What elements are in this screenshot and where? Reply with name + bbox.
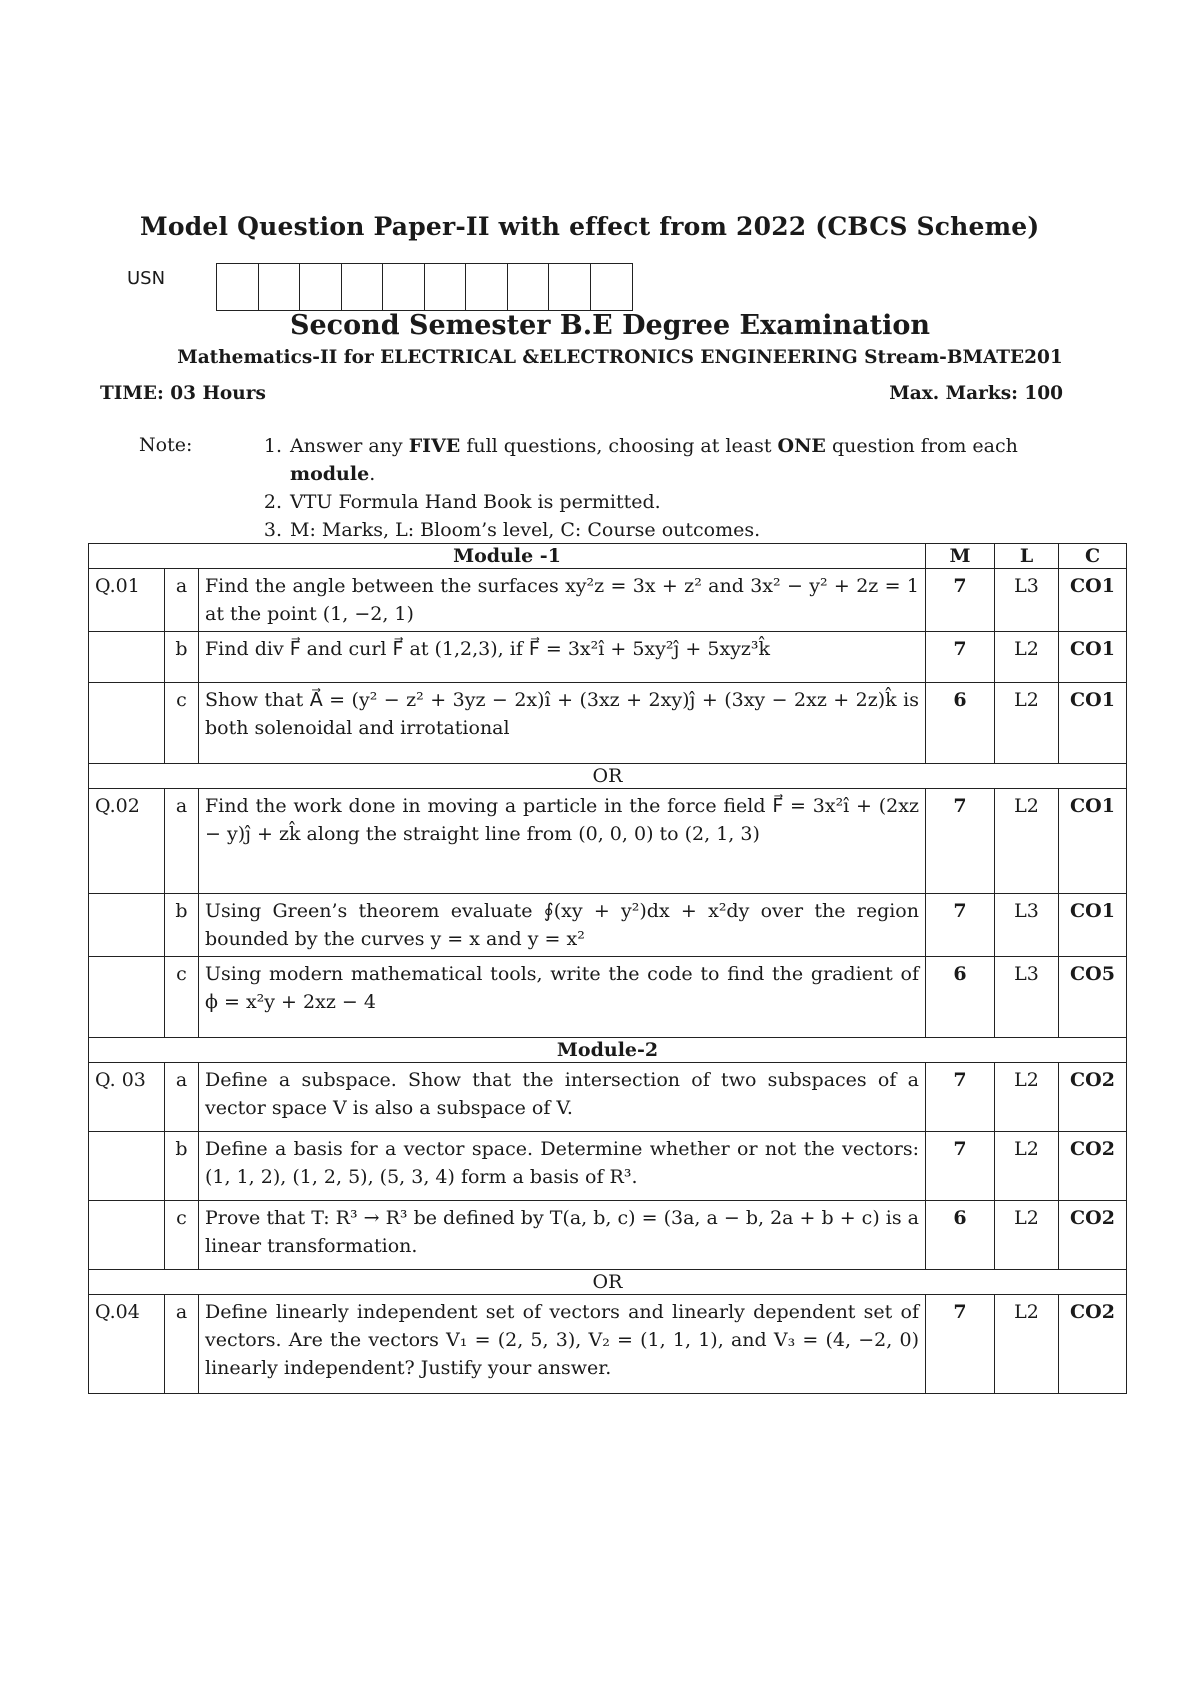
note-number: 2. <box>263 491 282 513</box>
question-number <box>89 894 165 957</box>
note-item <box>246 432 1046 488</box>
sub-question: b <box>165 1132 199 1201</box>
question-text: Define a basis for a vector space. Determine whether or not the vectors: (1, 1, 2), (1, 2, 5), (5, 3, 4) form a basis of R³. <box>199 1132 926 1201</box>
exam-title: Second Semester B.E Degree Examination <box>289 310 931 341</box>
course-outcome: CO2 <box>1059 1295 1127 1394</box>
note-text: Answer any FIVE full questions, choosing at least ONE question from each module. <box>290 435 1018 485</box>
sub-question: a <box>165 789 199 894</box>
table-row <box>89 1295 1127 1394</box>
or-row <box>89 1270 1127 1295</box>
exam-duration: TIME: 03 Hours <box>100 383 266 404</box>
usn-box[interactable] <box>591 264 633 310</box>
blooms-level: L2 <box>995 1201 1059 1270</box>
sub-question: a <box>165 1295 199 1394</box>
table-row <box>89 894 1127 957</box>
note-number: 3. <box>263 519 282 541</box>
note-label: Note: <box>139 434 193 456</box>
usn-box[interactable] <box>217 264 259 310</box>
marks: 7 <box>926 894 995 957</box>
sub-question: c <box>165 683 199 764</box>
marks: 7 <box>926 632 995 683</box>
usn-box[interactable] <box>549 264 591 310</box>
question-text: Define linearly independent set of vectors and linearly dependent set of vectors. Are the vectors V₁ = (2, 5, 3), V₂ = (1, 1, 1), and V₃ = (4, −2, 0) linearly independent? Justify your answer. <box>199 1295 926 1394</box>
paper-title: Model Question Paper-II with effect from 2022 (CBCS Scheme) <box>140 212 1040 241</box>
question-text: Show that A⃗ = (y² − z² + 3yz − 2x)î + (3xz + 2xy)ĵ + (3xy − 2xz + 2z)k̂ is both solenoidal and irrotational <box>199 683 926 764</box>
max-marks: Max. Marks: 100 <box>889 383 1063 404</box>
marks: 7 <box>926 1295 995 1394</box>
question-number <box>89 683 165 764</box>
course-outcome: CO1 <box>1059 683 1127 764</box>
blooms-level: L3 <box>995 569 1059 632</box>
blooms-level: L2 <box>995 1132 1059 1201</box>
col-header-marks: M <box>926 544 995 569</box>
table-row <box>89 1132 1127 1201</box>
course-outcome: CO2 <box>1059 1201 1127 1270</box>
blooms-level: L2 <box>995 1295 1059 1394</box>
blooms-level: L3 <box>995 957 1059 1038</box>
usn-box[interactable] <box>383 264 425 310</box>
blooms-level: L2 <box>995 632 1059 683</box>
table-row <box>89 1063 1127 1132</box>
blooms-level: L2 <box>995 683 1059 764</box>
note-item <box>246 516 1046 544</box>
question-number: Q. 03 <box>89 1063 165 1132</box>
question-number <box>89 632 165 683</box>
note-text: VTU Formula Hand Book is permitted. <box>290 491 661 513</box>
marks: 7 <box>926 1132 995 1201</box>
marks: 7 <box>926 1063 995 1132</box>
table-row <box>89 683 1127 764</box>
blooms-level: L2 <box>995 789 1059 894</box>
sub-question: a <box>165 569 199 632</box>
course-outcome: CO1 <box>1059 894 1127 957</box>
question-text: Find the work done in moving a particle in the force field F⃗ = 3x²î + (2xz − y)ĵ + zk̂ along the straight line from (0, 0, 0) to (2, 1, 3) <box>199 789 926 894</box>
usn-box[interactable] <box>466 264 508 310</box>
or-divider: OR <box>89 1270 1127 1295</box>
table-row <box>89 957 1127 1038</box>
usn-box[interactable] <box>300 264 342 310</box>
course-outcome: CO1 <box>1059 569 1127 632</box>
module-heading: Module -1 <box>89 544 926 569</box>
marks: 6 <box>926 683 995 764</box>
question-text: Using Green’s theorem evaluate ∮(xy + y²)dx + x²dy over the region bounded by the curves y = x and y = x² <box>199 894 926 957</box>
table-row <box>89 789 1127 894</box>
note-list <box>246 432 1046 544</box>
sub-question: b <box>165 894 199 957</box>
module-heading: Module-2 <box>89 1038 1127 1063</box>
question-number: Q.04 <box>89 1295 165 1394</box>
question-number: Q.01 <box>89 569 165 632</box>
course-outcome: CO1 <box>1059 789 1127 894</box>
blooms-level: L3 <box>995 894 1059 957</box>
question-number: Q.02 <box>89 789 165 894</box>
col-header-co: C <box>1059 544 1127 569</box>
col-header-level: L <box>995 544 1059 569</box>
subject-title: Mathematics-II for ELECTRICAL &ELECTRONICS ENGINEERING Stream-BMATE201 <box>177 347 1063 368</box>
blooms-level: L2 <box>995 1063 1059 1132</box>
question-text: Find div F⃗ and curl F⃗ at (1,2,3), if F⃗ = 3x²î + 5xy²ĵ + 5xyz³k̂ <box>199 632 926 683</box>
sub-question: a <box>165 1063 199 1132</box>
course-outcome: CO1 <box>1059 632 1127 683</box>
marks: 7 <box>926 789 995 894</box>
course-outcome: CO2 <box>1059 1063 1127 1132</box>
usn-box[interactable] <box>342 264 384 310</box>
sub-question: b <box>165 632 199 683</box>
question-text: Using modern mathematical tools, write the code to find the gradient of ϕ = x²y + 2xz − 4 <box>199 957 926 1038</box>
marks: 6 <box>926 957 995 1038</box>
question-number <box>89 957 165 1038</box>
question-number <box>89 1132 165 1201</box>
course-outcome: CO2 <box>1059 1132 1127 1201</box>
table-row <box>89 569 1127 632</box>
module-row <box>89 1038 1127 1063</box>
marks: 6 <box>926 1201 995 1270</box>
note-number: 1. <box>263 435 282 457</box>
table-header-row <box>89 544 1127 569</box>
table-row <box>89 1201 1127 1270</box>
note-text: M: Marks, L: Bloom’s level, C: Course outcomes. <box>290 519 761 541</box>
note-item <box>246 488 1046 516</box>
table-row <box>89 632 1127 683</box>
marks: 7 <box>926 569 995 632</box>
course-outcome: CO5 <box>1059 957 1127 1038</box>
usn-box[interactable] <box>425 264 467 310</box>
usn-box[interactable] <box>259 264 301 310</box>
usn-label: USN <box>127 268 166 289</box>
question-number <box>89 1201 165 1270</box>
usn-input-boxes[interactable] <box>216 263 633 311</box>
question-text: Find the angle between the surfaces xy²z = 3x + z² and 3x² − y² + 2z = 1 at the point (1, −2, 1) <box>199 569 926 632</box>
question-table <box>88 543 1127 1394</box>
question-text: Prove that T: R³ → R³ be defined by T(a, b, c) = (3a, a − b, 2a + b + c) is a linear transformation. <box>199 1201 926 1270</box>
sub-question: c <box>165 1201 199 1270</box>
usn-box[interactable] <box>508 264 550 310</box>
question-text: Define a subspace. Show that the intersection of two subspaces of a vector space V is also a subspace of V. <box>199 1063 926 1132</box>
or-row <box>89 764 1127 789</box>
or-divider: OR <box>89 764 1127 789</box>
sub-question: c <box>165 957 199 1038</box>
